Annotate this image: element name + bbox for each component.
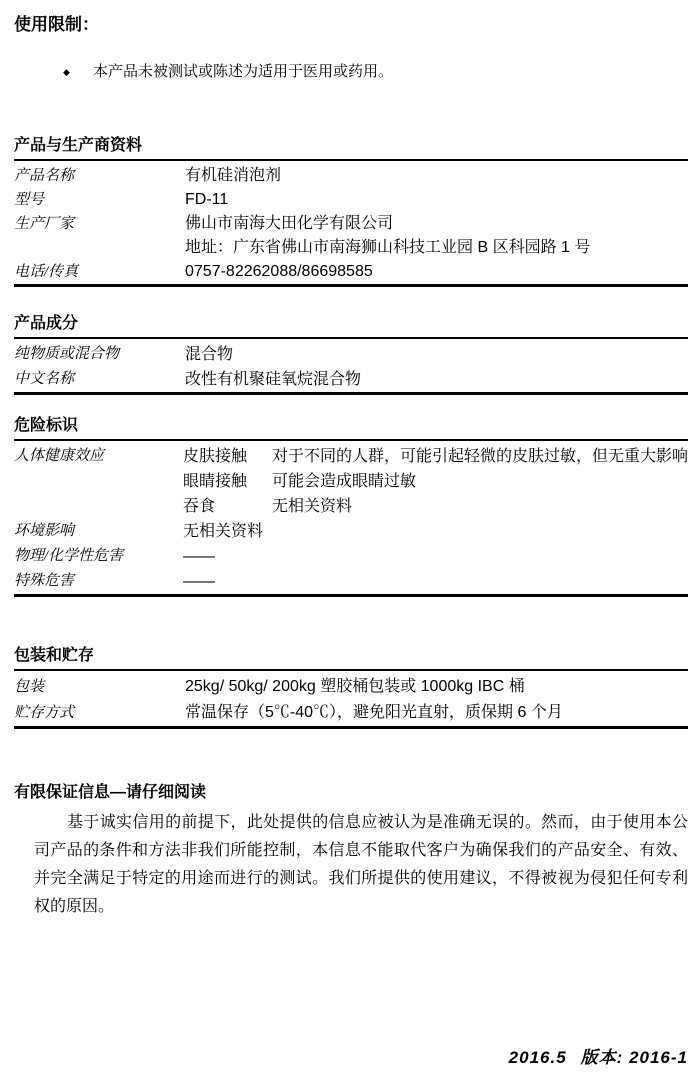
row-label: 产品名称: [14, 168, 75, 184]
table-row: [14, 367, 688, 392]
warranty-heading: 有限保证信息—请仔细阅读: [14, 784, 207, 801]
section-packaging: [14, 646, 688, 729]
row-label: 特殊危害: [14, 573, 75, 589]
row-label: 生产厂家: [14, 216, 75, 232]
usage-restriction-item: [14, 62, 688, 82]
row-label: 中文名称: [14, 371, 75, 387]
table-row: [14, 236, 688, 260]
section-divider: [14, 392, 688, 395]
usage-restriction-heading: 使用限制：: [14, 15, 99, 34]
table-row: [14, 164, 688, 188]
usage-restriction-text: 本产品未被测试或陈述为适用于医用或药用。: [93, 64, 394, 80]
section-product-info: [14, 136, 688, 287]
row-sublabel: ——: [183, 548, 215, 565]
section-title-product-info: 产品与生产商资料: [14, 136, 688, 161]
packaging-table: [14, 671, 688, 726]
section-divider: [14, 726, 688, 729]
row-value: 25kg/ 50kg/ 200kg 塑胶桶包装或 1000kg IBC 桶: [185, 678, 525, 695]
row-sublabel: 皮肤接触: [183, 448, 248, 465]
page-footer: [14, 1043, 688, 1068]
table-row: [14, 519, 688, 544]
row-label: 贮存方式: [14, 705, 75, 721]
row-label: 人体健康效应: [14, 448, 105, 464]
footer-version: 版本: 2016-1: [580, 1048, 688, 1067]
row-sublabel: 无相关资料: [183, 523, 264, 540]
section-divider: [14, 284, 688, 287]
table-row: [14, 188, 688, 212]
section-title-hazards: 危险标识: [14, 416, 688, 441]
section-hazards: [14, 416, 688, 597]
row-sublabel: 吞食: [183, 498, 216, 515]
row-sublabel: ——: [183, 573, 215, 590]
section-composition: [14, 314, 688, 395]
row-value: 0757-82262088/86698585: [185, 263, 373, 280]
row-value: 佛山市南海大田化学有限公司: [185, 215, 394, 232]
table-row: [14, 212, 688, 236]
composition-table: [14, 339, 688, 392]
row-value: FD-11: [185, 191, 229, 208]
diamond-bullet-icon: ◆: [63, 67, 70, 77]
table-row: [14, 494, 688, 519]
row-value: 对于不同的人群，可能引起轻微的皮肤过敏，但无重大影响: [272, 448, 689, 465]
hazards-table: [14, 441, 688, 594]
table-row: [14, 469, 688, 494]
section-divider: [14, 594, 688, 597]
row-value: 改性有机聚硅氧烷混合物: [185, 371, 362, 388]
footer-date: 2016.5: [508, 1048, 567, 1067]
row-label: 电话/传真: [14, 264, 79, 280]
row-sublabel: 眼睛接触: [183, 473, 248, 490]
table-row: [14, 544, 688, 569]
table-row: [14, 700, 688, 726]
row-value: 常温保存（5℃-40℃），避免阳光直射，质保期 6 个月: [185, 704, 563, 721]
row-value: 无相关资料: [272, 498, 353, 515]
row-label: 型号: [14, 192, 45, 208]
table-row: [14, 260, 688, 284]
table-row: [14, 342, 688, 367]
product-info-table: [14, 161, 688, 284]
section-title-packaging: 包装和贮存: [14, 646, 688, 671]
row-label: 环境影响: [14, 523, 75, 539]
row-value: 有机硅消泡剂: [185, 167, 282, 184]
warranty-paragraph: 基于诚实信用的前提下，此处提供的信息应被认为是准确无误的。然而，由于使用本公司产品的条件和方法非我们所能控制，本信息不能取代客户为确保我们的产品安全、有效、并完全满足于特定的用途而进行的测试。我们所提供的使用建议，不得被视为侵犯任何专利权的原因。: [34, 814, 688, 915]
section-warranty: [14, 783, 688, 921]
section-title-composition: 产品成分: [14, 314, 688, 339]
row-value: 地址：广东省佛山市南海狮山科技工业园 B 区科园路 1 号: [185, 239, 591, 256]
row-value: 混合物: [185, 346, 234, 363]
table-row: [14, 674, 688, 700]
table-row: [14, 569, 688, 594]
row-value: 可能会造成眼睛过敏: [272, 473, 417, 490]
row-label: 纯物质或混合物: [14, 346, 120, 362]
row-label: 物理/化学性危害: [14, 548, 124, 564]
table-row: [14, 444, 688, 469]
row-label: 包装: [14, 679, 45, 695]
